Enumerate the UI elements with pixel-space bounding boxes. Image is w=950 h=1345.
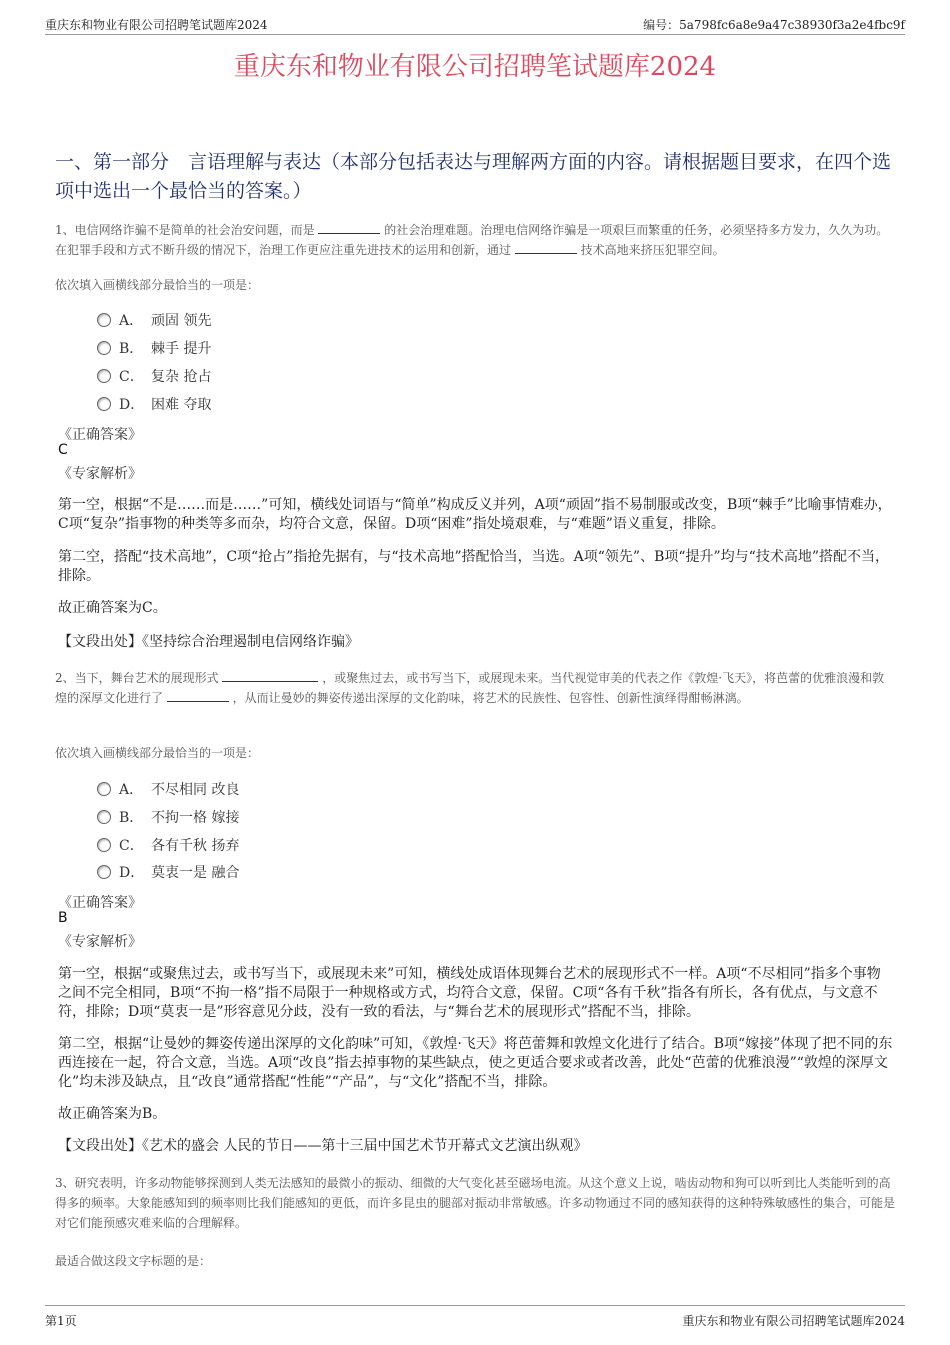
q2-stem-part-a: 2、当下，舞台艺术的展现形式 xyxy=(55,671,219,685)
q1-correct-label: 《正确答案》 xyxy=(58,427,142,443)
q2-option-b[interactable]: B． 不拘一格 嫁接 xyxy=(97,807,239,827)
section-heading: 一、第一部分 言语理解与表达（本部分包括表达与理解两方面的内容。请根据题目要求，在四个选项中选出一个最恰当的答案。） xyxy=(55,151,892,202)
q1-blank-1 xyxy=(318,222,380,234)
q1-stem-part-b: 的社会治理难题。治理电信网络诈骗是一项艰巨而繁重的任务，必须坚持多方发力，久久为功。在犯罪手段和方式不断升级的情况下，治理工作更应注重先进技术的运用和创新，通过 xyxy=(55,223,889,257)
page-footer xyxy=(45,1305,905,1326)
q2-blank-1 xyxy=(222,670,318,682)
q2-option-c[interactable]: C． 各有千秋 扬弃 xyxy=(97,835,239,855)
q1-source: 【文段出处】《坚持综合治理遏制电信网络诈骗》 xyxy=(58,634,359,650)
q1-option-c[interactable]: C． 复杂 抢占 xyxy=(97,366,211,386)
radio-icon[interactable] xyxy=(97,838,111,852)
footer-doc-title: 重庆东和物业有限公司招聘笔试题库2024 xyxy=(682,1314,905,1328)
q1-option-b[interactable]: B． 棘手 提升 xyxy=(97,338,211,358)
q2-explanation-1: 第一空，根据“或聚焦过去，或书写当下，或展现未来”可知，横线处成语体现舞台艺术的展现形式不一样。A项“不尽相同”指多个事物之间不完全相同，B项“不拘一格”指不局限于一种规格或方式，均符合文意，保留。C项“各有千秋”指各有所长，各有优点，与文意不符，排除；D项“莫衷一是”形容意见分歧，没有一致的看法，与“舞台艺术的展现形式”搭配不当，排除。 xyxy=(58,966,881,1020)
header-doc-title: 重庆东和物业有限公司招聘笔试题库2024 xyxy=(45,18,268,32)
q2-answer: B xyxy=(58,910,68,926)
radio-icon[interactable] xyxy=(97,810,111,824)
radio-icon[interactable] xyxy=(97,313,111,327)
q2-prompt: 依次填入画横线部分最恰当的一项是： xyxy=(55,746,260,760)
q2-explanation-2: 第二空，根据“让曼妙的舞姿传递出深厚的文化韵味”可知，《敦煌·飞天》将芭蕾舞和敦煌文化进行了结合。B项“嫁接”体现了把不同的东西连接在一起，符合文意，当选。A项“改良”指去掉事物的某些缺点，使之更适合要求或者改善，此处“芭蕾的优雅浪漫”“敦煌的深厚文化”均未涉及缺点，且“改良”通常搭配“性能”“产品”，与“文化”搭配不当，排除。 xyxy=(58,1036,893,1090)
q2-blank-2 xyxy=(167,690,229,702)
q1-prompt: 依次填入画横线部分最恰当的一项是： xyxy=(55,278,260,292)
radio-icon[interactable] xyxy=(97,782,111,796)
q1-option-d[interactable]: D． 困难 夺取 xyxy=(97,394,211,414)
q1-option-a[interactable]: A． 顽固 领先 xyxy=(97,310,211,330)
page-header xyxy=(45,14,905,35)
q1-stem xyxy=(55,220,895,260)
radio-icon[interactable] xyxy=(97,369,111,383)
q2-stem-part-b: ，或聚焦过去，或书写当下，或展现未来。当代视觉审美的代表之作《敦煌·飞天》，将芭蕾的优雅浪漫和敦煌的深厚文化进行了 xyxy=(55,671,885,705)
q1-stem-part-a: 1、电信网络诈骗不是简单的社会治安问题，而是 xyxy=(55,223,315,237)
q2-option-a[interactable]: A． 不尽相同 改良 xyxy=(97,779,239,799)
radio-icon[interactable] xyxy=(97,865,111,879)
page-number: 第1页 xyxy=(45,1314,77,1328)
q1-blank-2 xyxy=(515,242,577,254)
radio-icon[interactable] xyxy=(97,397,111,411)
q2-stem xyxy=(55,668,895,708)
q2-analysis-label: 《专家解析》 xyxy=(58,934,142,950)
q1-analysis-label: 《专家解析》 xyxy=(58,466,142,482)
q3-prompt: 最适合做这段文字标题的是： xyxy=(55,1254,212,1268)
q1-explanation-3: 故正确答案为C。 xyxy=(58,600,167,616)
q2-option-d[interactable]: D． 莫衷一是 融合 xyxy=(97,862,239,882)
q3-stem: 3、研究表明，许多动物能够探测到人类无法感知的最微小的振动、细微的大气变化甚至磁场电流。从这个意义上说，啮齿动物和狗可以听到比人类能听到的高得多的频率。大象能感知到的频率则比我们能感知的更低，而许多昆虫的腿部对振动非常敏感。许多动物通过不同的感知获得的这种特殊敏感性的集合，可能是对它们能预感灾难来临的合理解释。 xyxy=(55,1176,896,1230)
header-doc-id: 编号：5a798fc6a8e9a47c38930f3a2e4fbc9f xyxy=(643,18,905,32)
radio-icon[interactable] xyxy=(97,341,111,355)
q2-correct-label: 《正确答案》 xyxy=(58,895,142,911)
q2-source: 【文段出处】《艺术的盛会 人民的节日——第十三届中国艺术节开幕式文艺演出纵观》 xyxy=(58,1138,588,1154)
q2-explanation-3: 故正确答案为B。 xyxy=(58,1106,167,1122)
q1-answer: C xyxy=(58,442,68,458)
q1-stem-part-c: 技术高地来挤压犯罪空间。 xyxy=(580,243,725,257)
q1-explanation-2: 第二空，搭配“技术高地”，C项“抢占”指抢先据有，与“技术高地”搭配恰当，当选。A项“领先”、B项“提升”均与“技术高地”搭配不当，排除。 xyxy=(58,549,889,584)
page-title: 重庆东和物业有限公司招聘笔试题库2024 xyxy=(233,52,717,82)
q1-explanation-1: 第一空，根据“不是……而是……”可知，横线处词语与“简单”构成反义并列，A项“顽固”指不易制服或改变，B项“棘手”比喻事情难办，C项“复杂”指事物的种类等多而杂，均符合文意，保留。D项“困难”指处境艰难，与“难题”语义重复，排除。 xyxy=(58,497,892,532)
q2-stem-part-c: ，从而让曼妙的舞姿传递出深厚的文化韵味，将艺术的民族性、包容性、创新性演绎得酣畅淋漓。 xyxy=(232,691,749,705)
